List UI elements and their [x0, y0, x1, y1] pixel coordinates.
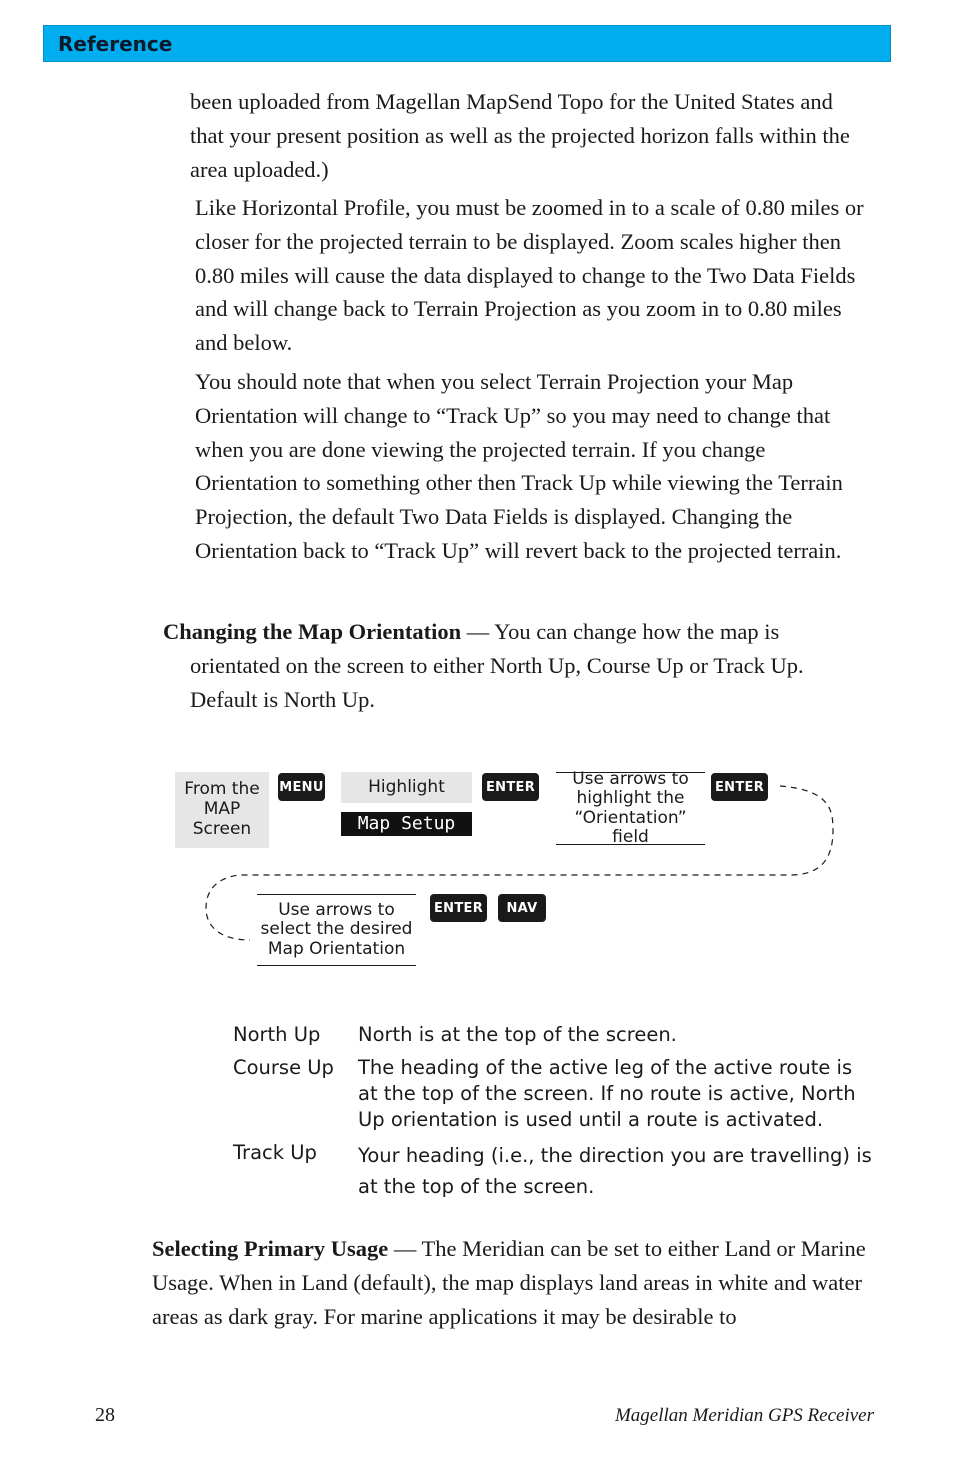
- paragraph-continued: been uploaded from Magellan MapSend Topo for the United States and that your present position as well as the projected horizon falls within the area uploaded.): [190, 89, 850, 182]
- section-primary-usage-text: — The Meridian can be set to either Land or Marine Usage. When in Land (default), the map displays land areas in white and water areas as dark gray. For marine applications it may be desirable to: [152, 1236, 866, 1329]
- definition-course-up: The heading of the active leg of the active route is at the top of the screen. If no route is active, North Up orientation is used until a route is activated.: [358, 1056, 856, 1131]
- step-from-map-screen-label: From the MAP Screen: [184, 779, 260, 839]
- page-number: 28: [95, 1404, 115, 1426]
- section-title: Reference: [58, 32, 173, 56]
- section-map-orientation-text: — You can change how the map is orientated on the screen to either North Up, Course Up or Track Up. Default is North Up.: [190, 619, 804, 712]
- paragraph-zoom-scale: Like Horizontal Profile, you must be zoomed in to a scale of 0.80 miles or closer for the projected terrain to be displayed. Zoom scales higher then 0.80 miles will cause the data displayed to change to the Two Data Fields and will change back to Terrain Projection as you zoom in to 0.80 miles and below.: [195, 195, 864, 356]
- step-highlight-orientation-label: Use arrows to highlight the “Orientation” field: [572, 768, 689, 847]
- footer-title: Magellan Meridian GPS Receiver: [614, 1405, 874, 1426]
- step-highlight-label: Highlight: [368, 777, 445, 797]
- step-highlight-orientation-field: [556, 768, 705, 847]
- term-course-up: Course Up: [233, 1056, 334, 1079]
- enter-key-2: ENTER: [711, 773, 768, 801]
- section-primary-usage-heading: Selecting Primary Usage: [152, 1236, 389, 1261]
- term-north-up: North Up: [233, 1023, 321, 1046]
- step-select-orientation-label: Use arrows to select the desired Map Orientation: [260, 899, 413, 959]
- menu-key: MENU: [278, 773, 325, 801]
- step-highlight: [341, 772, 472, 803]
- enter-key-1: ENTER: [482, 773, 539, 801]
- map-setup-screen-item: Map Setup: [341, 812, 472, 836]
- section-map-orientation-heading: Changing the Map Orientation: [163, 619, 462, 644]
- term-track-up: Track Up: [233, 1141, 317, 1164]
- section-primary-usage: [152, 1232, 872, 1333]
- nav-key: NAV: [498, 894, 546, 922]
- enter-key-3: ENTER: [430, 894, 487, 922]
- paragraph-terrain-orientation: You should note that when you select Terrain Projection your Map Orientation will change to “Track Up” so you may need to change that when you are done viewing the projected terrain. If you change Orientation to something other then Track Up while viewing the Terrain Projection, the default Two Data Fields is displayed. Changing the Orientation back to “Track Up” will revert back to the projected terrain.: [195, 369, 843, 563]
- step-select-orientation: [257, 894, 416, 966]
- step-from-map-screen: [175, 772, 269, 848]
- definition-track-up: Your heading (i.e., the direction you are travelling) is at the top of the screen.: [358, 1144, 872, 1198]
- definition-north-up: North is at the top of the screen.: [358, 1023, 677, 1046]
